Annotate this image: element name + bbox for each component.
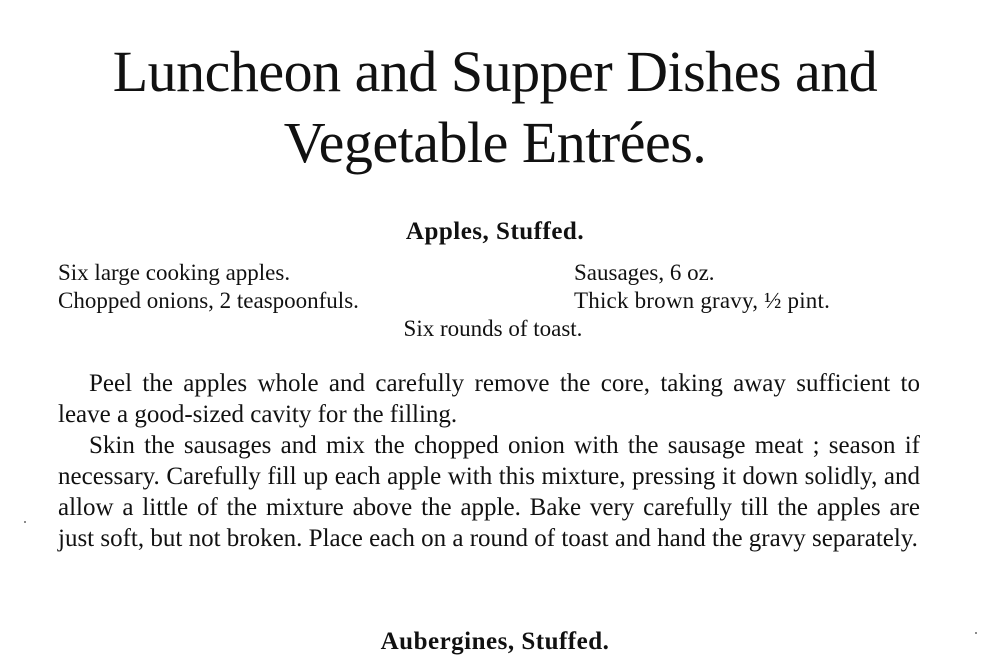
ingredient-item: Thick brown gravy, ½ pint.	[574, 288, 831, 313]
ingredient-item: Six rounds of toast.	[403, 316, 583, 341]
scan-speck	[24, 521, 26, 523]
ingredients-row	[58, 259, 928, 287]
recipe-method	[58, 368, 920, 554]
ingredient-item: Six large cooking apples.	[58, 260, 291, 285]
ingredients-row	[58, 287, 928, 315]
ingredient-item: Sausages, 6 oz.	[574, 260, 715, 285]
chapter-title-line-2: Vegetable Entrées.	[283, 110, 707, 175]
scan-speck	[975, 632, 977, 634]
next-recipe-heading: Aubergines, Stuffed.	[380, 628, 610, 655]
method-paragraph: Skin the sausages and mix the chopped onion with the sausage meat ; season if necessary. Carefully fill up each apple with this mixture, pressing it down solidly, and allow a little of the mixture above the apple. Bake very carefully till the apples are just soft, but not broken. Place each on a round of toast and hand the gravy separately.	[58, 432, 920, 552]
ingredients-row	[58, 315, 928, 343]
recipe-heading: Apples, Stuffed.	[405, 218, 585, 245]
ingredients-list	[58, 259, 928, 343]
chapter-title-line-1: Luncheon and Supper Dishes and	[112, 39, 878, 104]
ingredient-item: Chopped onions, 2 teaspoonfuls.	[58, 288, 359, 313]
method-paragraph: Peel the apples whole and carefully remove the core, taking away sufficient to leave a good-sized cavity for the filling.	[58, 370, 920, 428]
